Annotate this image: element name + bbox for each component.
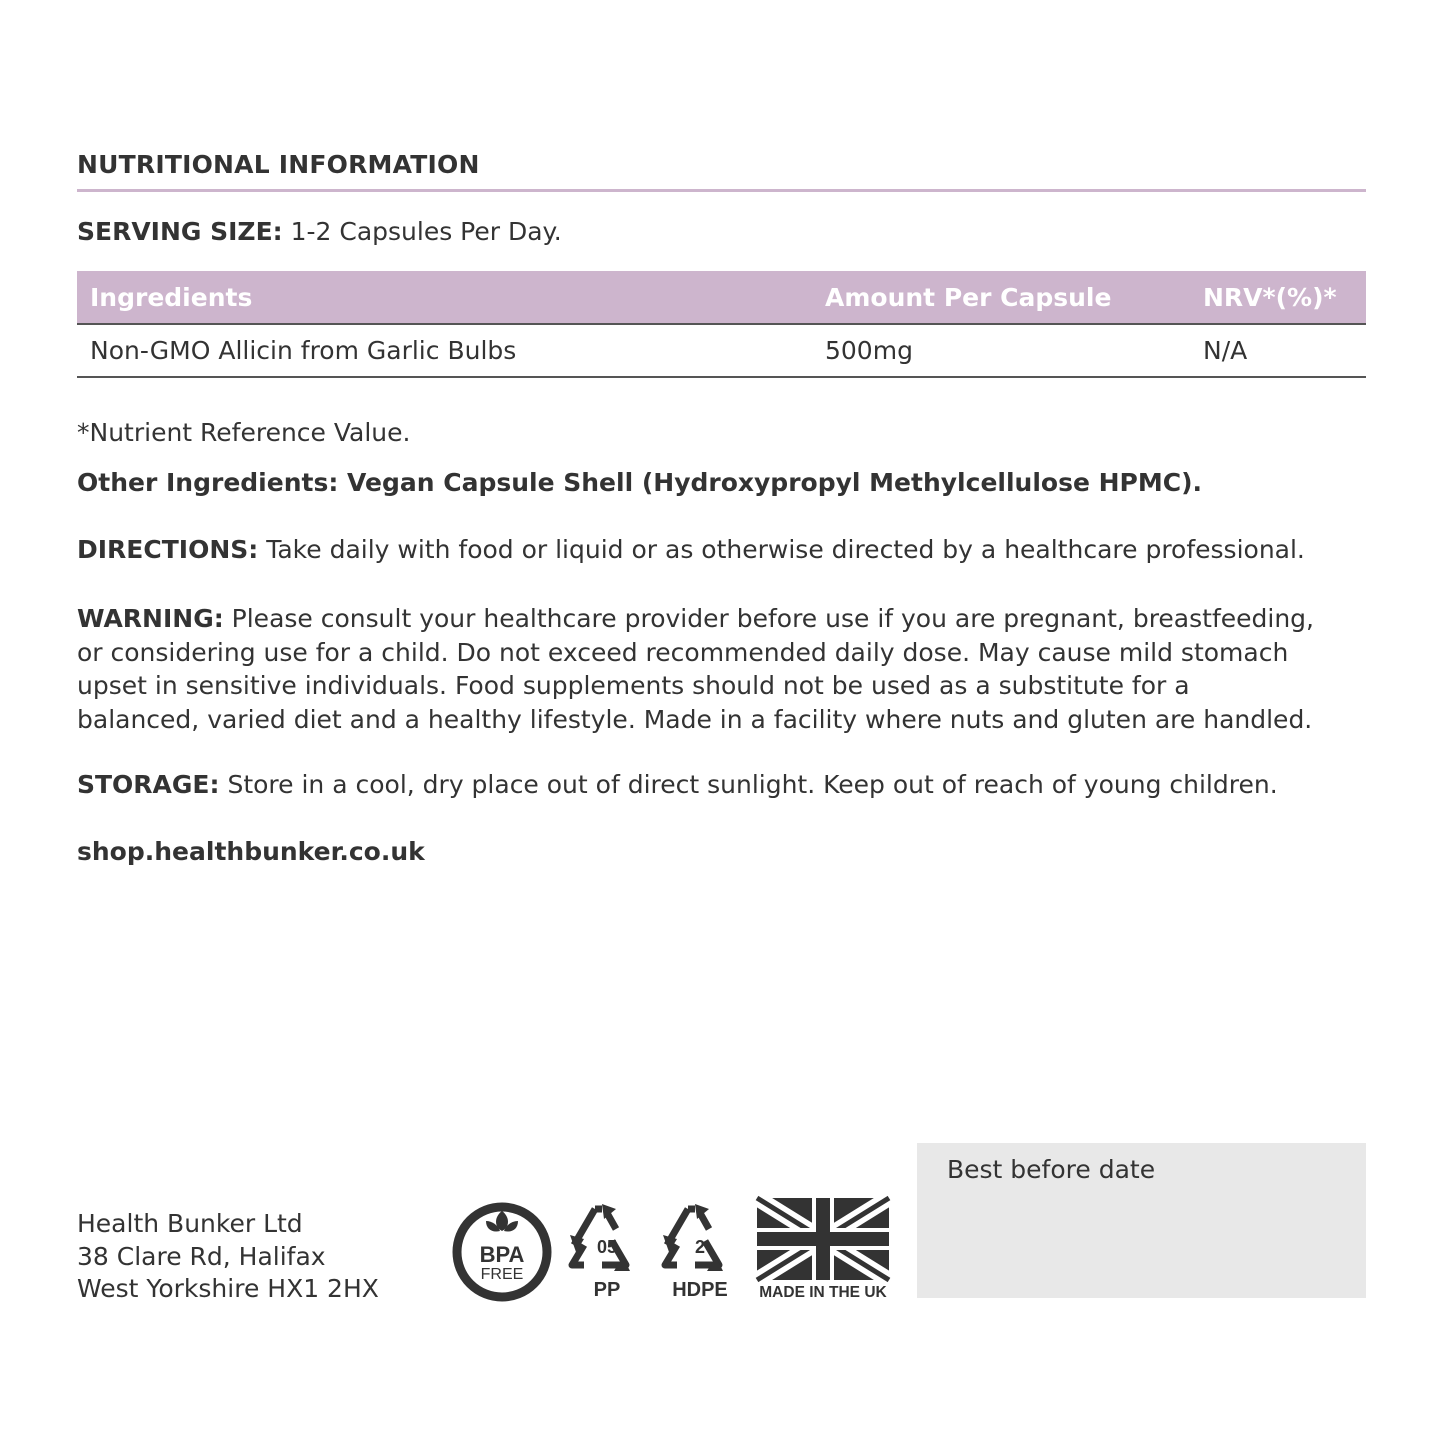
pp-number: 05 [596,1237,618,1257]
warning-line [77,602,1314,636]
directions-label: DIRECTIONS: [77,535,259,564]
storage [77,770,1278,799]
address-line: 38 Clare Rd, Halifax [77,1241,326,1271]
warning-line: upset in sensitive individuals. Food supplements should not be used as a substitute for a [77,671,1190,701]
bpa-label: BPA [479,1242,525,1267]
address-line: Health Bunker Ltd [77,1209,303,1238]
warning-line: balanced, varied diet and a healthy lifestyle. Made in a facility where nuts and gluten are handled. [77,705,1313,735]
warning [77,602,1314,737]
storage-text: Store in a cool, dry place out of direct sunlight. Keep out of reach of young children. [219,770,1278,799]
best-before-label: Best before date [947,1155,1156,1184]
table-row [77,324,1366,377]
warning-text: Please consult your healthcare provider before use if you are pregnant, breastfeeding, [223,604,1314,633]
warning-line: or considering use for a child. Do not exceed recommended daily dose. May cause mild stomach [77,637,1289,667]
website-link[interactable]: shop.healthbunker.co.uk [77,837,425,866]
pp-label: PP [593,1279,621,1301]
cell-nrv: N/A [1190,324,1366,377]
company-address [77,1208,379,1306]
header-ingredients: Ingredients [77,271,812,324]
directions-text: Take daily with food or liquid or as otherwise directed by a healthcare professional. [258,535,1305,564]
section-title: NUTRITIONAL INFORMATION [77,150,480,179]
address-line: West Yorkshire HX1 2HX [77,1274,379,1303]
serving-size [77,217,562,246]
header-amount: Amount Per Capsule [812,271,1190,324]
best-before-box [917,1143,1366,1298]
title-divider [77,189,1366,192]
certification-icons [452,1195,892,1305]
serving-size-value: 1-2 Capsules Per Day. [282,217,562,246]
hdpe-number: 2 [694,1237,706,1257]
nrv-footnote: *Nutrient Reference Value. [77,418,411,447]
recycle-hdpe-icon [663,1204,723,1271]
header-nrv: NRV*(%)* [1190,271,1366,324]
cell-ingredient: Non-GMO Allicin from Garlic Bulbs [77,324,812,377]
storage-label: STORAGE: [77,770,220,799]
directions [77,535,1305,564]
warning-label: WARNING: [77,604,224,633]
hdpe-label: HDPE [672,1279,728,1301]
serving-size-label: SERVING SIZE: [77,217,283,246]
made-in-uk-label: MADE IN THE UK [759,1284,887,1301]
other-ingredients: Other Ingredients: Vegan Capsule Shell (Hydroxypropyl Methylcellulose HPMC). [77,468,1203,497]
table-header-row [77,271,1366,324]
cell-amount: 500mg [812,324,1190,377]
bpa-free-icon [457,1207,547,1297]
union-flag-icon [757,1198,889,1280]
nutrition-table [77,271,1366,378]
bpa-free-label: FREE [480,1266,524,1283]
